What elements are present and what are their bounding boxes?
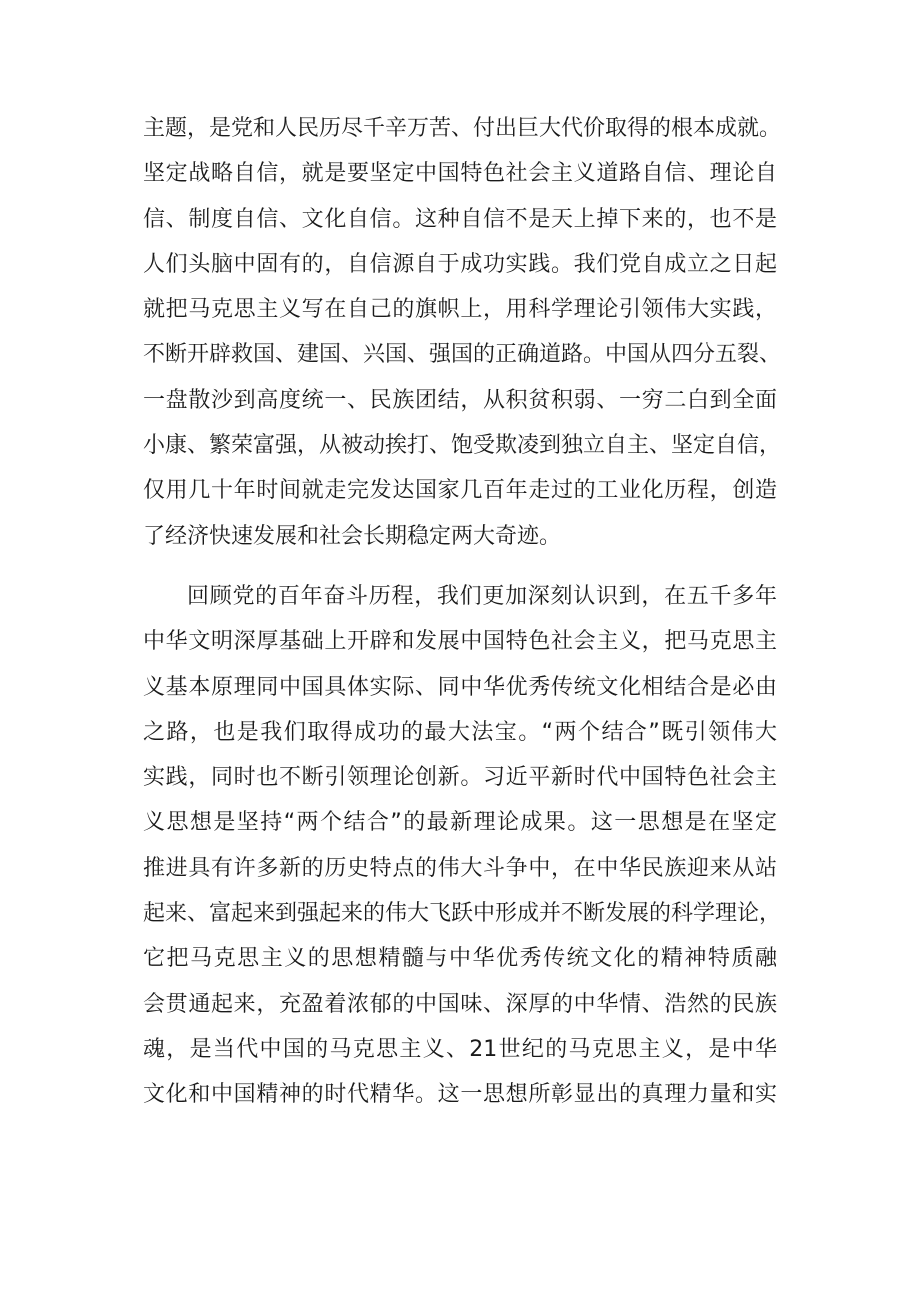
- text-line: 信、制度自信、文化自信。这种自信不是天上掉下来的，也不是: [143, 206, 777, 232]
- text-line: 了经济快速发展和社会长期稳定两大奇迹。: [143, 523, 562, 549]
- text-line: 小康、繁荣富强，从被动挨打、饱受欺凌到独立自主、坚定自信，: [143, 433, 782, 459]
- text-line: 起来、富起来到强起来的伟大飞跃中形成并不断发展的科学理论，: [143, 901, 782, 927]
- text-line: 义思想是坚持“两个结合”的最新理论成果。这一思想是在坚定: [143, 810, 777, 836]
- text-line: 它把马克思主义的思想精髓与中华优秀传统文化的精神特质融: [143, 946, 777, 972]
- text-line: 义基本原理同中国具体实际、同中华优秀传统文化相结合是必由: [143, 674, 777, 700]
- paragraph-2: [143, 574, 782, 1118]
- text-line: 人们头脑中固有的，自信源自于成功实践。我们党自成立之日起: [143, 251, 777, 277]
- text-line: 实践，同时也不断引领理论创新。习近平新时代中国特色社会主: [143, 765, 777, 791]
- text-line: 推进具有许多新的历史特点的伟大斗争中，在中华民族迎来从站: [143, 855, 777, 881]
- text-line: 回顾党的百年奋斗历程，我们更加深刻认识到，在五千多年: [187, 583, 777, 609]
- text-line: 之路，也是我们取得成功的最大法宝。“两个结合”既引领伟大: [143, 719, 777, 745]
- text-line: 魂，是当代中国的马克思主义、21世纪的马克思主义，是中华: [143, 1036, 777, 1062]
- paragraph-1: [143, 106, 782, 559]
- text-line: 仅用几十年时间就走完发达国家几百年走过的工业化历程，创造: [143, 478, 777, 504]
- document-body: [143, 106, 782, 1118]
- text-line: 会贯通起来，充盈着浓郁的中国味、深厚的中华情、浩然的民族: [143, 991, 777, 1017]
- text-line: 中华文明深厚基础上开辟和发展中国特色社会主义，把马克思主: [143, 629, 777, 655]
- paragraph-gap: [143, 559, 777, 574]
- text-line: 文化和中国精神的时代精华。这一思想所彰显出的真理力量和实: [143, 1082, 777, 1108]
- text-line: 就把马克思主义写在自己的旗帜上，用科学理论引领伟大实践，: [143, 297, 777, 323]
- text-line: 坚定战略自信，就是要坚定中国特色社会主义道路自信、理论自: [143, 161, 777, 187]
- text-line: 一盘散沙到高度统一、民族团结，从积贫积弱、一穷二白到全面: [143, 387, 777, 413]
- text-line: 不断开辟救国、建国、兴国、强国的正确道路。中国从四分五裂、: [143, 342, 782, 368]
- text-line: 主题，是党和人民历尽千辛万苦、付出巨大代价取得的根本成就。: [143, 116, 782, 141]
